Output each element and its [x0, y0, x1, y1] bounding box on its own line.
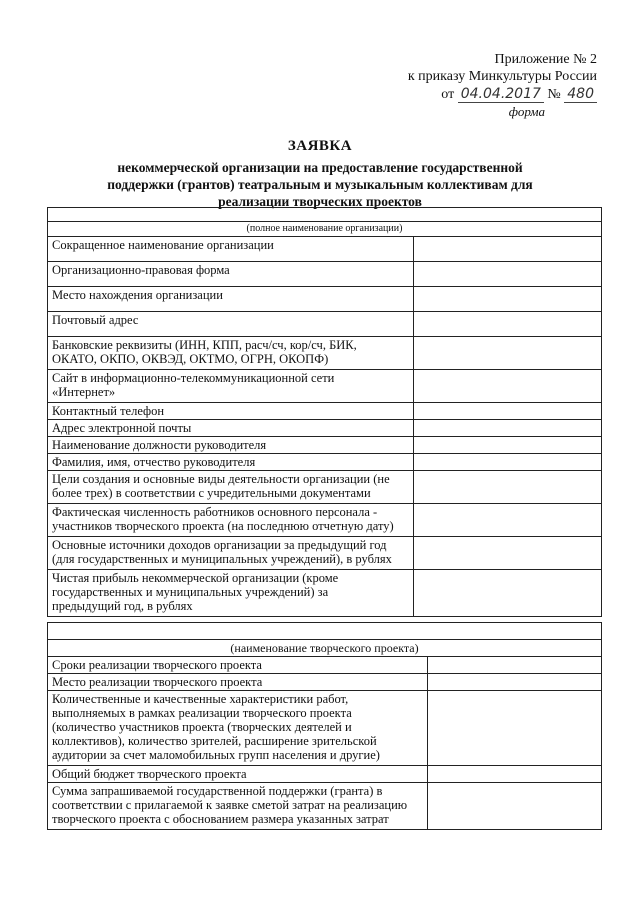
project-row: [48, 691, 602, 766]
project-row-value: [428, 766, 602, 783]
label-line: Цели создания и основные виды деятельности организации (не: [52, 472, 390, 486]
label-line: более трех) в соответствии с учредительными документами: [52, 486, 371, 500]
subtitle-line-2: поддержки (грантов) театральным и музыкальным коллективам для: [107, 177, 533, 192]
org-row: [48, 403, 602, 420]
project-row: [48, 766, 602, 783]
document-title: [90, 138, 550, 210]
org-row-value: [414, 312, 602, 337]
label-line: Наименование должности руководителя: [52, 438, 267, 452]
label-line: Сроки реализации творческого проекта: [52, 658, 262, 672]
org-row-label: [48, 420, 414, 437]
label-line: творческого проекта с обоснованием размера указанных затрат: [52, 812, 389, 826]
name-blank-cell: [48, 623, 602, 640]
org-row-value: [414, 570, 602, 617]
label-line: коллективов), количество зрителей, расширение зрительской: [52, 734, 377, 748]
title-subtitle: [90, 159, 550, 210]
label-line: Сайт в информационно-телекоммуникационной сети: [52, 371, 335, 385]
project-row-value: [428, 691, 602, 766]
label-line: Фактическая численность работников основного персонала -: [52, 505, 378, 519]
number-prefix: №: [547, 87, 561, 102]
project-caption: (наименование творческого проекта): [48, 640, 602, 657]
label-line: выполняемых в рамках реализации творческого проекта: [52, 706, 352, 720]
form-label: форма: [508, 104, 545, 119]
org-row: [48, 337, 602, 370]
label-line: Сокращенное наименование организации: [52, 238, 274, 252]
label-line: (количество участников проекта (творческих деятелей и: [52, 720, 352, 734]
org-row: [48, 504, 602, 537]
project-row-label: [48, 657, 428, 674]
appendix-header: [0, 0, 640, 130]
project-row-value: [428, 783, 602, 830]
project-row-label: [48, 766, 428, 783]
org-row: [48, 570, 602, 617]
label-line: Количественные и качественные характеристики работ,: [52, 692, 349, 706]
org-row-value: [414, 420, 602, 437]
org-caption: (полное наименование организации): [48, 222, 602, 237]
org-row-label: [48, 370, 414, 403]
org-row-label: [48, 337, 414, 370]
org-row-value: [414, 287, 602, 312]
label-line: «Интернет»: [52, 385, 116, 399]
label-line: Сумма запрашиваемой государственной поддержки (гранта) в: [52, 784, 383, 798]
org-row-label: [48, 454, 414, 471]
project-row: [48, 783, 602, 830]
label-line: Чистая прибыль некоммерческой организации (кроме: [52, 571, 339, 585]
project-row-label: [48, 783, 428, 830]
org-row-value: [414, 471, 602, 504]
org-row: [48, 437, 602, 454]
org-row-label: [48, 471, 414, 504]
organization-table: [47, 207, 602, 617]
label-line: ОКАТО, ОКПО, ОКВЭД, ОКТМО, ОГРН, ОКОПФ): [52, 352, 329, 366]
label-line: Адрес электронной почты: [52, 421, 192, 435]
org-row-value: [414, 437, 602, 454]
label-line: аудитории за счет маломобильных групп населения и другие): [52, 748, 380, 762]
org-row-value: [414, 454, 602, 471]
order-reference: к приказу Минкультуры России: [407, 69, 597, 84]
org-caption-row: [48, 222, 602, 237]
subtitle-line-3: реализации творческих проектов: [218, 194, 422, 209]
org-row-value: [414, 403, 602, 420]
org-row-value: [414, 337, 602, 370]
org-row: [48, 454, 602, 471]
project-row-value: [428, 674, 602, 691]
subtitle-line-1: некоммерческой организации на предоставление государственной: [117, 160, 523, 175]
org-row-label: [48, 570, 414, 617]
project-name-blank: [48, 623, 602, 640]
org-row: [48, 262, 602, 287]
org-row: [48, 312, 602, 337]
label-line: государственных и муниципальных учреждений) за: [52, 585, 329, 599]
label-line: Место нахождения организации: [52, 288, 223, 302]
org-row-value: [414, 237, 602, 262]
order-date: 04.04.2017: [458, 86, 544, 103]
project-row-label: [48, 691, 428, 766]
appendix-number: Приложение № 2: [494, 52, 597, 67]
label-line: Фамилия, имя, отчество руководителя: [52, 455, 256, 469]
org-row-label: [48, 312, 414, 337]
org-row-value: [414, 370, 602, 403]
org-row-label: [48, 537, 414, 570]
org-row: [48, 287, 602, 312]
org-row-label: [48, 237, 414, 262]
project-row-label: [48, 674, 428, 691]
label-line: Организационно-правовая форма: [52, 263, 230, 277]
org-row-label: [48, 403, 414, 420]
project-row-value: [428, 657, 602, 674]
org-name-blank: [48, 208, 602, 222]
order-date-number: [441, 86, 597, 103]
date-prefix: от: [441, 87, 455, 102]
label-line: Место реализации творческого проекта: [52, 675, 263, 689]
org-row-label: [48, 262, 414, 287]
org-row-value: [414, 537, 602, 570]
project-row: [48, 657, 602, 674]
label-line: Банковские реквизиты (ИНН, КПП, расч/сч, кор/сч, БИК,: [52, 338, 357, 352]
label-line: Основные источники доходов организации за предыдущий год: [52, 538, 387, 552]
label-line: Общий бюджет творческого проекта: [52, 767, 247, 781]
name-blank-cell: [48, 208, 602, 222]
org-row: [48, 370, 602, 403]
org-row-label: [48, 287, 414, 312]
title-main: ЗАЯВКА: [287, 138, 353, 154]
org-row-label: [48, 437, 414, 454]
label-line: соответствии с прилагаемой к заявке сметой затрат на реализацию: [52, 798, 408, 812]
org-row-label: [48, 504, 414, 537]
label-line: участников творческого проекта (на последнюю отчетную дату): [52, 519, 394, 533]
project-table: [47, 622, 602, 830]
org-row: [48, 471, 602, 504]
org-row: [48, 420, 602, 437]
label-line: предыдущий год, в рублях: [52, 599, 193, 613]
label-line: Контактный телефон: [52, 404, 165, 418]
org-row: [48, 537, 602, 570]
label-line: (для государственных и муниципальных учреждений), в рублях: [52, 552, 392, 566]
label-line: Почтовый адрес: [52, 313, 139, 327]
order-number: 480: [564, 86, 597, 103]
org-row: [48, 237, 602, 262]
org-row-value: [414, 262, 602, 287]
project-caption-row: [48, 640, 602, 657]
project-row: [48, 674, 602, 691]
org-row-value: [414, 504, 602, 537]
